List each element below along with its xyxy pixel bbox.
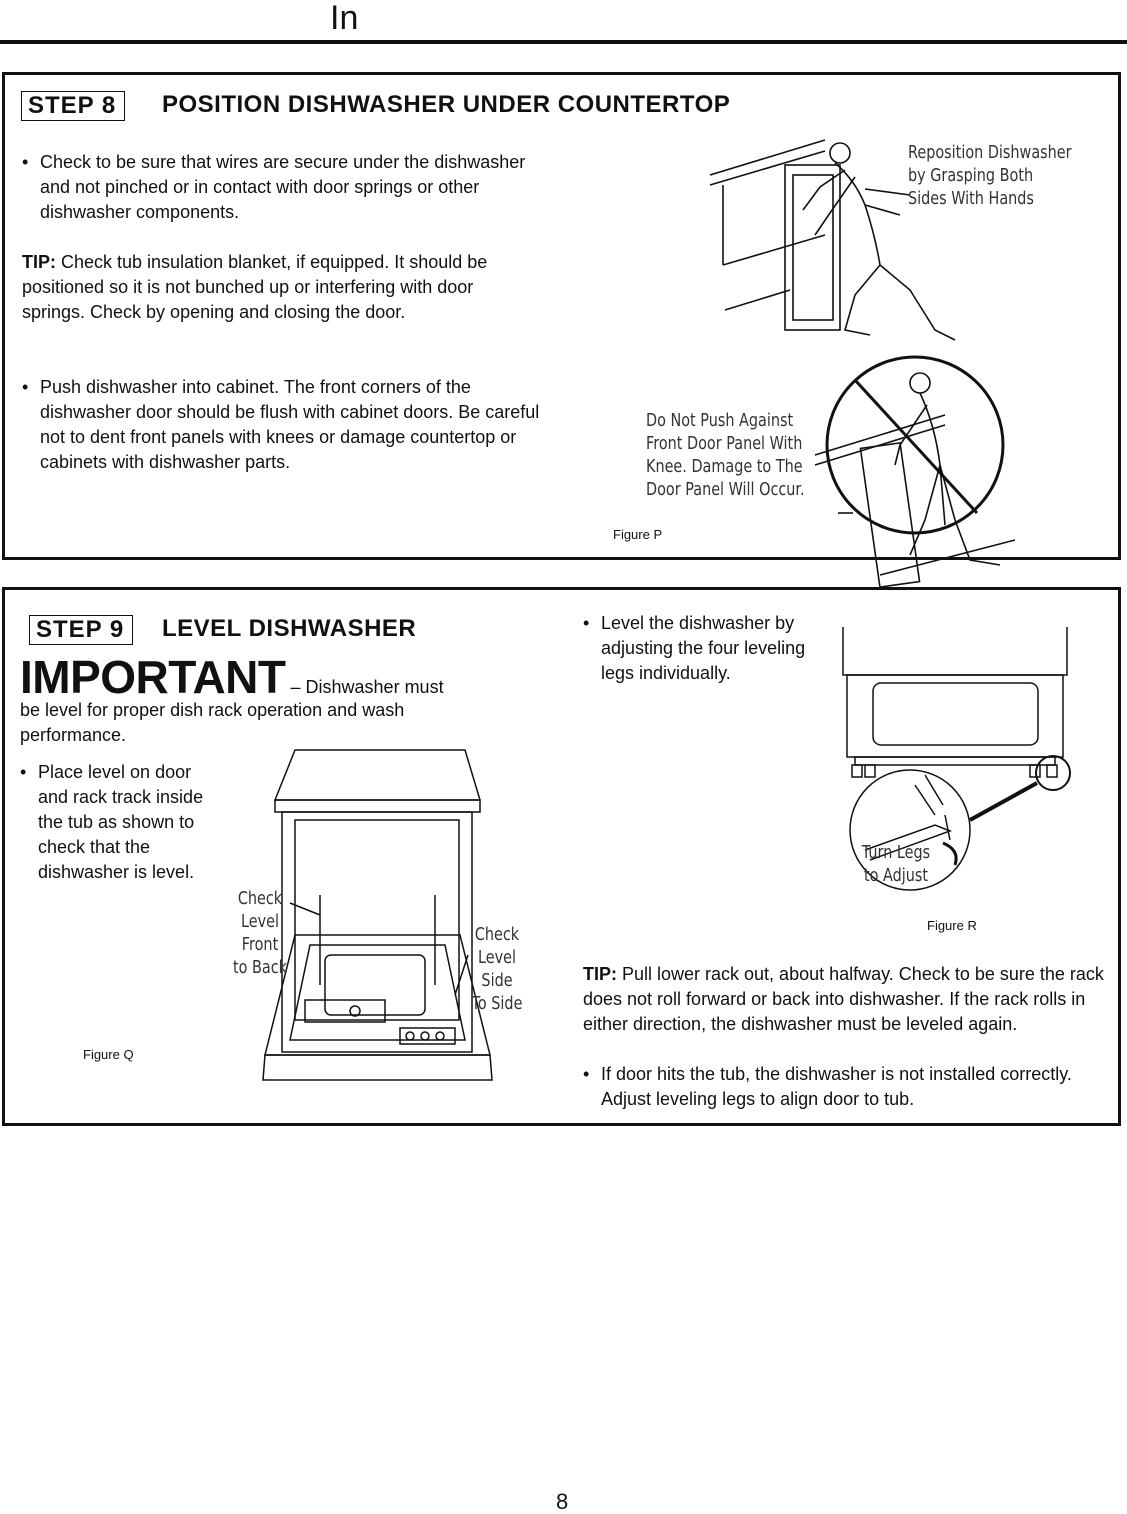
callout-turn-line: Turn Legs <box>861 842 931 863</box>
step9-tip <box>583 962 1108 1037</box>
step9-panel <box>2 587 1121 1126</box>
step9-tip-text: Pull lower rack out, about halfway. Check to be sure the rack does not roll forward or back into dishwasher. If the rack rolls in either direction, the dishwasher must be leveled again. <box>583 964 1104 1034</box>
callout-reposition-line: Reposition Dishwasher <box>908 142 1072 163</box>
step8-tip-label: TIP: <box>22 252 56 272</box>
callout-check-side-to-side <box>465 923 529 1015</box>
callout-front-line: Level <box>240 911 279 932</box>
callout-reposition-line: by Grasping Both <box>908 165 1034 186</box>
callout-do-not-push-line: Knee. Damage to The <box>646 456 803 477</box>
callout-do-not-push-line: Do Not Push Against <box>646 410 794 431</box>
step8-tip <box>22 250 512 325</box>
callout-reposition-line: Sides With Hands <box>908 188 1034 209</box>
step8-bullet-wires: • Check to be sure that wires are secure under the dishwasher and not pinched or in contact with door springs or other dishwasher components. <box>22 150 530 225</box>
callout-reposition <box>908 141 1072 210</box>
step9-bullet-level-legs: • Level the dishwasher by adjusting the four leveling legs individually. <box>583 611 821 686</box>
step8-label: STEP 8 <box>21 91 125 121</box>
step8-tip-text: Check tub insulation blanket, if equipped. It should be positioned so it is not bunched up or interfering with door springs. Check by opening and closing the door. <box>22 252 488 322</box>
callout-check-front-to-back <box>228 887 292 979</box>
important-rest: – Dishwasher must <box>285 677 444 697</box>
header-rule <box>0 40 1127 44</box>
figure-r-label: Figure R <box>927 918 977 933</box>
page-number: 8 <box>556 1489 569 1514</box>
step8-bullet-push: • Push dishwasher into cabinet. The front corners of the dishwasher door should be flush with cabinet doors. Be careful not to dent front panels with knees or damage countertop or cabinets with dishwasher parts. <box>22 375 545 475</box>
callout-front-line: Front <box>241 934 279 955</box>
callout-do-not-push-line: Front Door Panel With <box>646 433 803 454</box>
page-header-title: In <box>330 0 359 37</box>
callout-side-line: Level <box>477 947 516 968</box>
callout-side-line: To Side <box>471 993 523 1014</box>
callout-side-line: Check <box>474 924 520 945</box>
figure-q-label: Figure Q <box>83 1047 134 1062</box>
step9-label: STEP 9 <box>29 615 133 645</box>
callout-do-not-push <box>646 409 805 501</box>
step8-panel <box>2 72 1121 560</box>
important-continuation: be level for proper dish rack operation and wash performance. <box>20 700 405 745</box>
callout-front-line: to Back <box>233 957 287 978</box>
callout-side-line: Side <box>481 970 513 991</box>
figure-p-label: Figure P <box>613 527 663 542</box>
callout-turn-line: to Adjust <box>863 865 929 886</box>
step9-bullet-door-hits: • If door hits the tub, the dishwasher is not installed correctly. Adjust leveling legs to align door to tub. <box>583 1062 1101 1112</box>
step9-bullet-place-level: • Place level on door and rack track inside the tub as shown to check that the dishwasher is level. <box>20 760 208 885</box>
important-word: IMPORTANT <box>20 651 286 703</box>
callout-do-not-push-line: Door Panel Will Occur. <box>646 479 805 500</box>
step8-title: POSITION DISHWASHER UNDER COUNTERTOP <box>162 91 731 118</box>
callout-turn-legs <box>860 841 932 887</box>
step9-tip-label: TIP: <box>583 964 617 984</box>
callout-front-line: Check <box>237 888 283 909</box>
step9-title: LEVEL DISHWASHER <box>162 615 417 642</box>
figure-q-illustration <box>260 745 500 1085</box>
